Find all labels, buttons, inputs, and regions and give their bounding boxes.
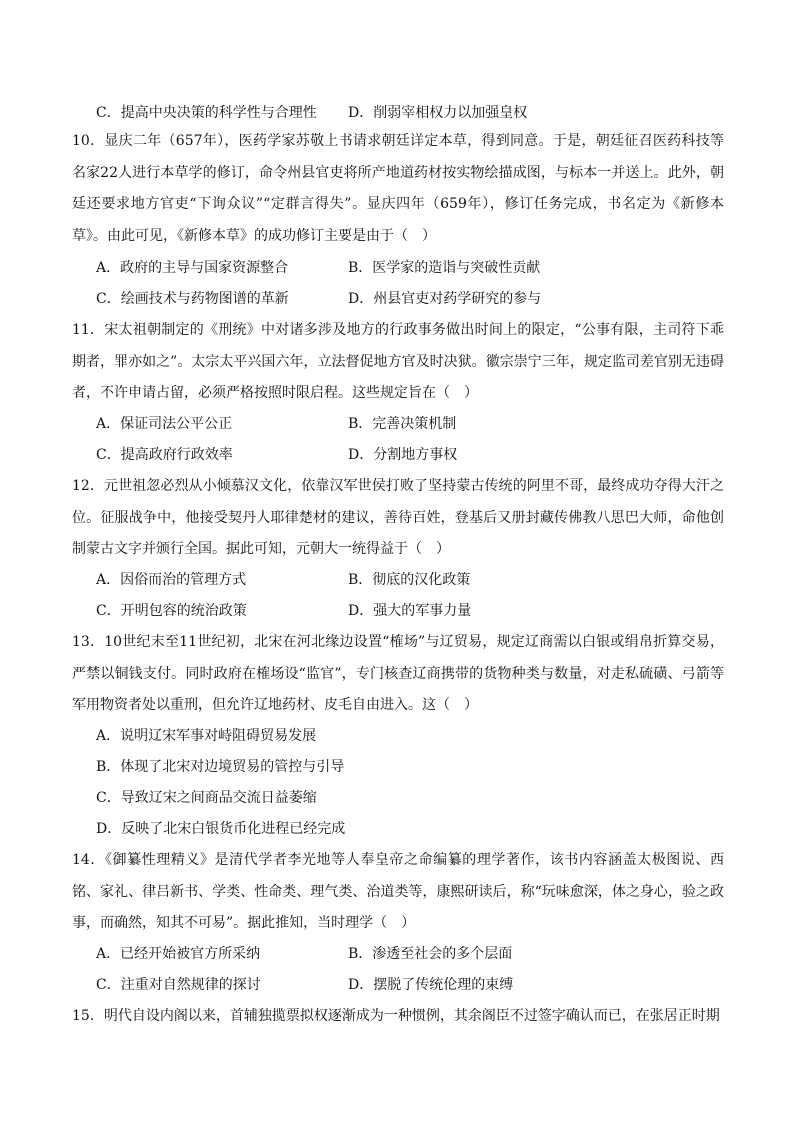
q14-option-a: A．已经开始被官方所采纳 bbox=[96, 946, 261, 962]
q12-options-row-ab bbox=[96, 568, 736, 592]
q10-options-row-cd bbox=[96, 287, 736, 311]
q12-option-c: C．开明包容的统治政策 bbox=[96, 603, 247, 619]
q13-option-a: A．说明辽宋军事对峙阻碍贸易发展 bbox=[96, 728, 317, 744]
q9-options-row-cd bbox=[96, 101, 736, 125]
q14-option-d: D．摆脱了传统伦理的束缚 bbox=[348, 977, 514, 993]
q14-stem: 14．《御纂性理精义》是清代学者李光地等人奉皇帝之命编纂的理学著作，该书内容涵盖太极图说、西铭、家礼、律吕新书、学类、性命类、理气类、治道类等，康熙研读后，称“玩味愈深，体之身心，验之政事，而确然，知其不可易”。据此推知，当时理学（ ） bbox=[72, 852, 724, 931]
q11-options-row-ab bbox=[96, 412, 736, 436]
q9-option-d: D．削弱宰相权力以加强皇权 bbox=[348, 105, 528, 121]
q11-option-c: C．提高政府行政效率 bbox=[96, 447, 233, 463]
q13-stem: 13．10世纪末至11世纪初，北宋在河北缘边设置“榷场”与辽贸易，规定辽商需以白银或绢帛折算交易，严禁以铜钱支付。同时政府在榷场设“监官”，专门核查辽商携带的货物种类与数量，对走私硫磺、弓箭等军用物资者处以重刑，但允许辽地药材、皮毛自由进入。这（ ） bbox=[72, 634, 724, 713]
q12-stem: 12．元世祖忽必烈从小倾慕汉文化，依靠汉军世侯打败了坚持蒙古传统的阿里不哥，最终成功夺得大汗之位。征服战争中，他接受契丹人耶律楚材的建议，善待百姓，登基后又册封藏传佛教八思巴大师，命他创制蒙古文字并颁行全国。据此可知，元朝大一统得益于（ ） bbox=[72, 478, 724, 557]
q14-options-row-cd bbox=[96, 973, 736, 997]
q11-option-b: B．完善决策机制 bbox=[348, 416, 457, 432]
q14-option-b: B．渗透至社会的多个层面 bbox=[348, 946, 513, 962]
q13-option-a-row bbox=[96, 724, 736, 748]
q11-options-row-cd bbox=[96, 443, 736, 467]
q13-option-b: B．体现了北宋对边境贸易的管控与引导 bbox=[96, 759, 345, 775]
q11-stem: 11．宋太祖朝制定的《刑统》中对诸多涉及地方的行政事务做出时间上的限定，“公事有限，主司符下乖期者，罪亦如之”。太宗太平兴国六年，立法督促地方官及时决狱。徽宗崇宁三年，规定监司差官别无违碍者，不许申请占留，必须严格按照时限启程。这些规定旨在（ ） bbox=[72, 322, 724, 401]
q12-options-row-cd bbox=[96, 599, 736, 623]
q10-option-c: C．绘画技术与药物图谱的革新 bbox=[96, 291, 289, 307]
q10-options-row-ab bbox=[96, 256, 736, 280]
q13-option-d-row bbox=[96, 817, 736, 841]
q13-option-c-row bbox=[96, 786, 736, 810]
q11-option-d: D．分割地方事权 bbox=[348, 447, 458, 463]
q13-option-d: D．反映了北宋白银货币化进程已经完成 bbox=[96, 821, 346, 837]
q10-stem: 10．显庆二年（657年），医药学家苏敬上书请求朝廷详定本草，得到同意。于是，朝廷征召医药科技等名家22人进行本草学的修订，命令州县官吏将所产地道药材按实物绘描成图，与标本一并送上。此外，朝廷还要求地方官吏“下询众议”“定群言得失”。显庆四年（659年），修订任务完成，书名定为《新修本草》。由此可见，《新修本草》的成功修订主要是由于（ ） bbox=[72, 133, 724, 244]
q15-stem: 15．明代自设内阁以来，首辅独揽票拟权逐渐成为一种惯例，其余阁臣不过签字确认而已，在张居正时期 bbox=[72, 1008, 720, 1024]
q11-option-a: A．保证司法公平公正 bbox=[96, 416, 233, 432]
q13-option-b-row bbox=[96, 755, 736, 779]
q13-option-c: C．导致辽宋之间商品交流日益萎缩 bbox=[96, 790, 317, 806]
q12-option-d: D．强大的军事力量 bbox=[348, 603, 472, 619]
q12-option-a: A．因俗而治的管理方式 bbox=[96, 572, 247, 588]
q10-option-a: A．政府的主导与国家资源整合 bbox=[96, 260, 289, 276]
q14-options-row-ab bbox=[96, 942, 736, 966]
q9-option-c: C．提高中央决策的科学性与合理性 bbox=[96, 105, 317, 121]
q12-option-b: B．彻底的汉化政策 bbox=[348, 572, 471, 588]
q10-option-d: D．州县官吏对药学研究的参与 bbox=[348, 291, 542, 307]
q10-option-b: B．医学家的造诣与突破性贡献 bbox=[348, 260, 541, 276]
q14-option-c: C．注重对自然规律的探讨 bbox=[96, 977, 261, 993]
